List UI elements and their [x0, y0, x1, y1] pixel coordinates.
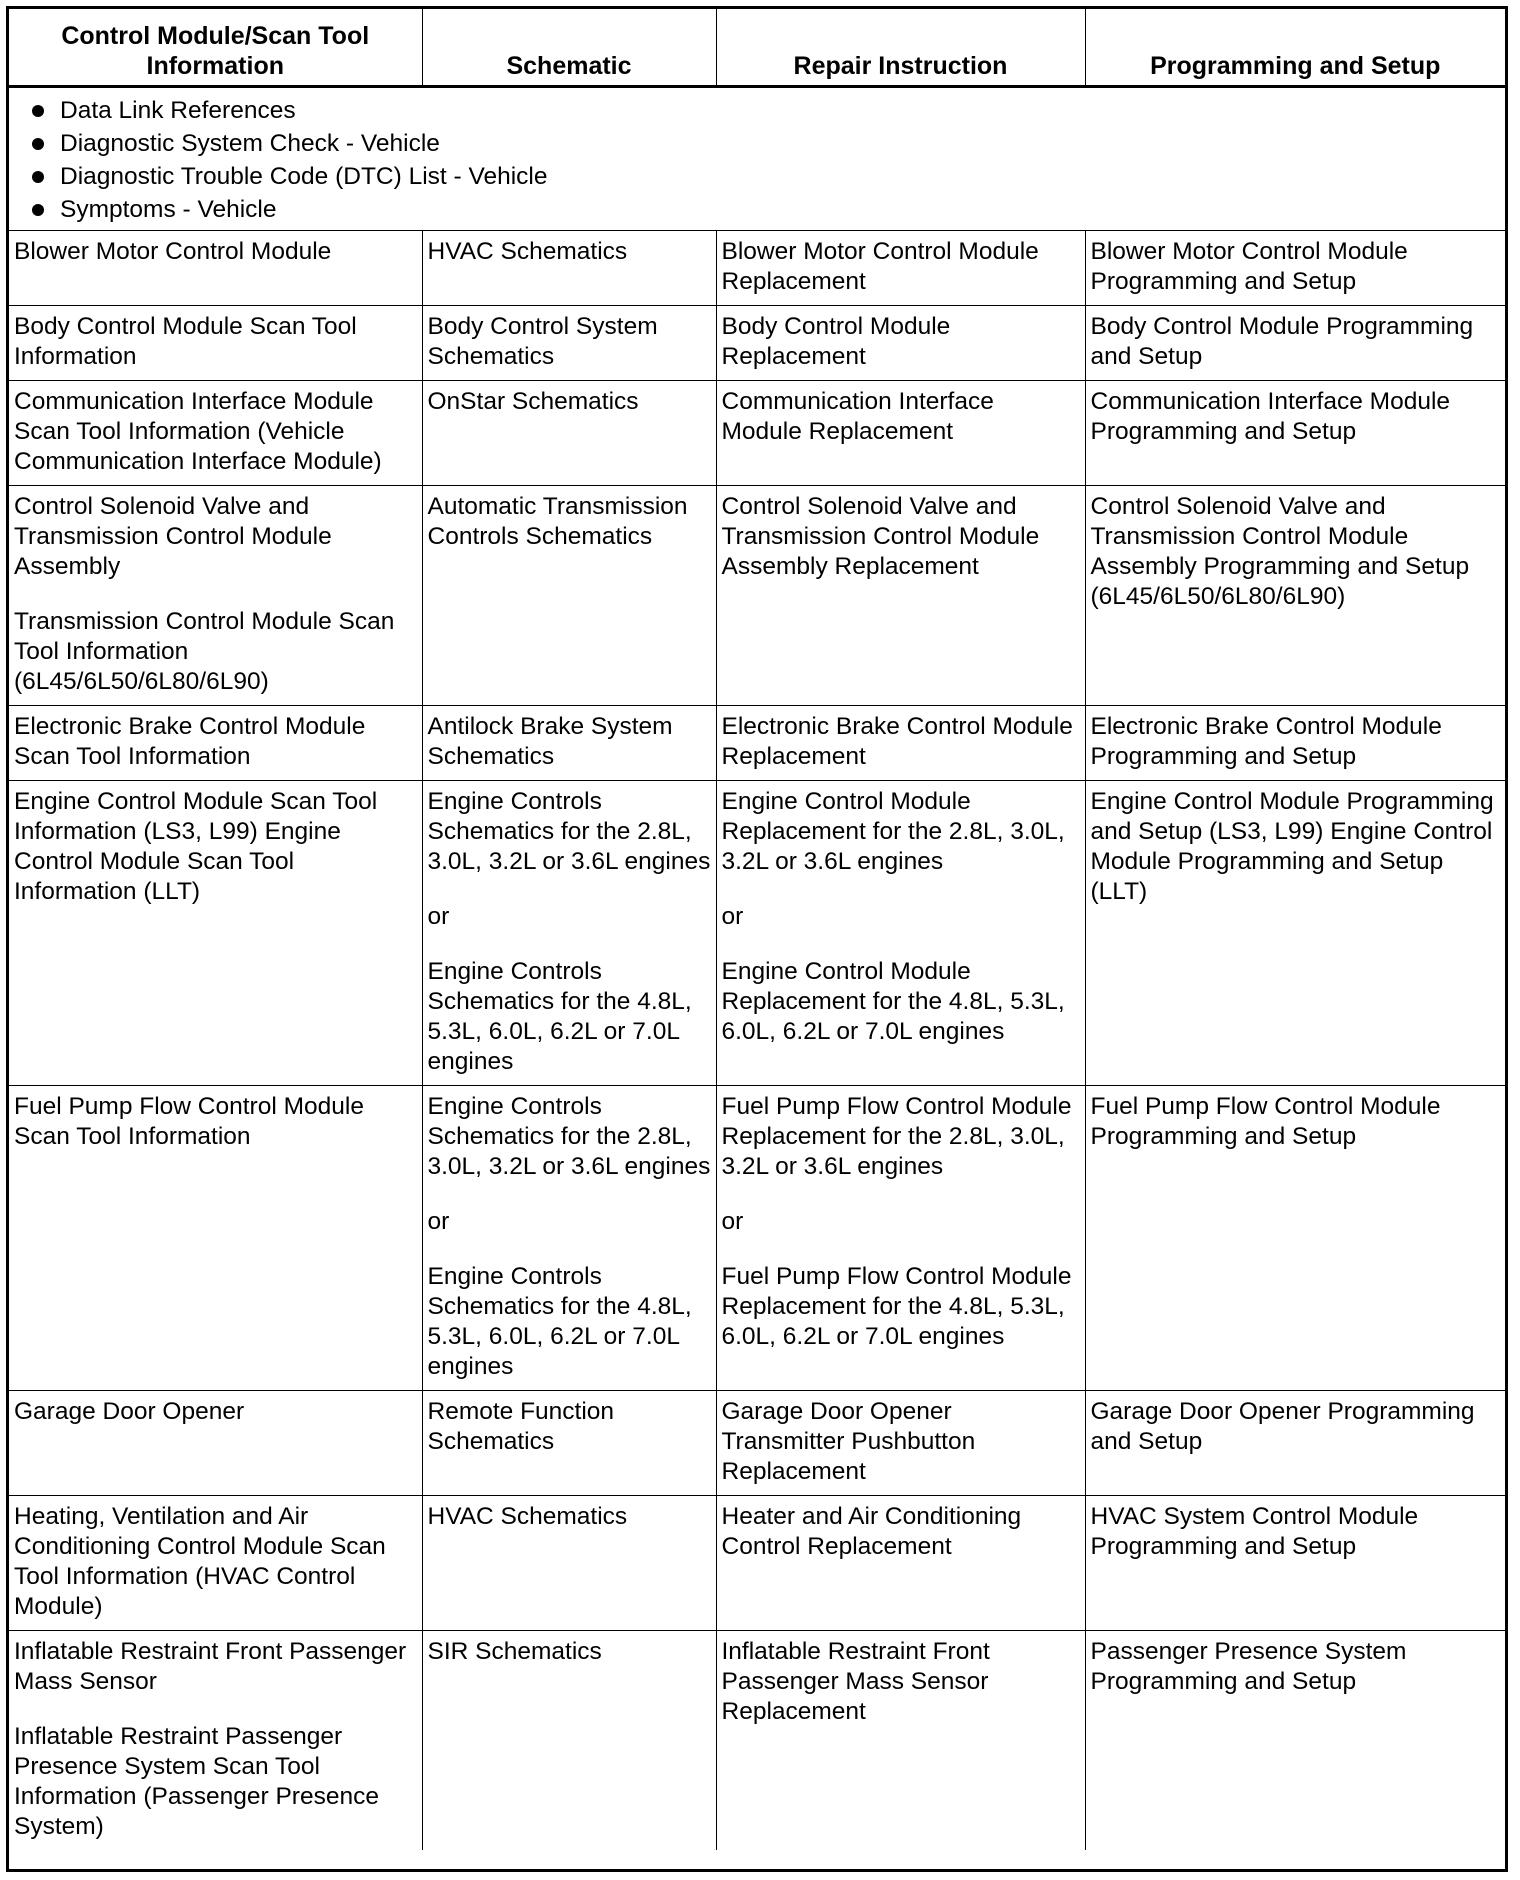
cell-text[interactable]: Inflatable Restraint Front Passenger Mass Sensor	[14, 1638, 407, 1695]
programming-setup-cell	[1085, 781, 1505, 1086]
paragraph-gap	[722, 932, 1081, 957]
schematic-cell	[422, 781, 716, 1086]
schematic-cell	[422, 306, 716, 381]
schematic-cell	[422, 1631, 716, 1851]
repair-instruction-cell	[716, 1391, 1085, 1496]
schematic-cell	[422, 1496, 716, 1631]
paragraph-gap	[14, 582, 418, 607]
cell-text[interactable]: Body Control Module Replacement	[721, 313, 951, 370]
cell-text[interactable]: Heater and Air Conditioning Control Replacement	[721, 1503, 1022, 1560]
cell-text[interactable]: Body Control Module Programming and Setup	[1090, 313, 1474, 370]
cell-text[interactable]: Fuel Pump Flow Control Module Replacement for the 2.8L, 3.0L, 3.2L or 3.6L engines	[721, 1093, 1072, 1180]
paragraph-gap	[428, 1237, 712, 1262]
table-row	[9, 1086, 1505, 1391]
module-info-cell	[9, 1391, 422, 1496]
reference-links-list	[14, 94, 1501, 226]
paragraph-gap	[722, 1237, 1081, 1262]
cell-text[interactable]: Passenger Presence System Programming and Setup	[1090, 1638, 1407, 1695]
schematic-cell	[422, 486, 716, 706]
module-info-cell	[9, 781, 422, 1086]
cell-text[interactable]: Heating, Ventilation and Air Conditioning Control Module Scan Tool Information (HVAC Control Module)	[14, 1503, 386, 1620]
schematic-cell	[422, 706, 716, 781]
bullet-icon	[32, 105, 44, 117]
module-info-cell	[9, 231, 422, 306]
cell-text[interactable]: Blower Motor Control Module	[14, 238, 332, 265]
repair-instruction-cell	[716, 1631, 1085, 1851]
module-info-cell	[9, 486, 422, 706]
cell-text[interactable]: Transmission Control Module Scan Tool Information (6L45/6L50/6L80/6L90)	[14, 608, 395, 695]
reference-link-label: Diagnostic Trouble Code (DTC) List - Vehicle	[60, 163, 548, 190]
repair-instruction-cell	[716, 1496, 1085, 1631]
table-row	[9, 486, 1505, 706]
cell-text[interactable]: HVAC System Control Module Programming and Setup	[1090, 1503, 1419, 1560]
cell-text[interactable]: Engine Controls Schematics for the 2.8L, 3.0L, 3.2L or 3.6L engines	[427, 1093, 711, 1180]
cell-text[interactable]: Engine Control Module Programming and Setup (LS3, L99) Engine Control Module Programming and Setup (LLT)	[1090, 788, 1494, 905]
paragraph-gap	[14, 1697, 418, 1722]
paragraph-gap	[428, 877, 712, 902]
cell-text[interactable]: SIR Schematics	[427, 1638, 602, 1665]
reference-link-item[interactable]	[32, 193, 1501, 226]
cell-text[interactable]: Blower Motor Control Module Programming and Setup	[1090, 238, 1408, 295]
reference-link-item[interactable]	[32, 160, 1501, 193]
alternative-separator: or	[427, 1208, 450, 1235]
table-row	[9, 1391, 1505, 1496]
cell-text[interactable]: Engine Control Module Replacement for the 4.8L, 5.3L, 6.0L, 6.2L or 7.0L engines	[721, 958, 1065, 1045]
repair-instruction-cell	[716, 381, 1085, 486]
module-info-cell	[9, 1631, 422, 1851]
cell-text[interactable]: Remote Function Schematics	[427, 1398, 615, 1455]
bullet-icon	[32, 171, 44, 183]
cell-text[interactable]: Garage Door Opener	[14, 1398, 245, 1425]
references-row	[9, 87, 1505, 231]
table-row	[9, 1496, 1505, 1631]
repair-instruction-cell	[716, 1086, 1085, 1391]
cell-text[interactable]: Engine Controls Schematics for the 2.8L, 3.0L, 3.2L or 3.6L engines	[427, 788, 711, 875]
references-cell	[9, 87, 1505, 231]
bullet-icon	[32, 204, 44, 216]
table-header-row	[9, 9, 1505, 87]
reference-table-page	[6, 6, 1508, 1872]
programming-setup-cell	[1085, 706, 1505, 781]
table-row	[9, 1631, 1505, 1851]
cell-text[interactable]: Blower Motor Control Module Replacement	[721, 238, 1039, 295]
cell-text[interactable]: Control Solenoid Valve and Transmission Control Module Assembly Programming and Setup (6L45/6L50/6L80/6L90)	[1090, 493, 1470, 610]
programming-setup-cell	[1085, 486, 1505, 706]
cell-text[interactable]: Engine Control Module Scan Tool Information (LS3, L99) Engine Control Module Scan Tool Information (LLT)	[14, 788, 378, 905]
module-info-cell	[9, 1496, 422, 1631]
cell-text[interactable]: Control Solenoid Valve and Transmission Control Module Assembly	[14, 493, 332, 580]
reference-link-label: Diagnostic System Check - Vehicle	[60, 130, 440, 157]
cell-text[interactable]: Inflatable Restraint Front Passenger Mass Sensor Replacement	[721, 1638, 990, 1725]
table-row	[9, 781, 1505, 1086]
programming-setup-cell	[1085, 1086, 1505, 1391]
reference-link-item[interactable]	[32, 127, 1501, 160]
table-row	[9, 381, 1505, 486]
repair-instruction-cell	[716, 706, 1085, 781]
table-row	[9, 706, 1505, 781]
cell-text[interactable]: Control Solenoid Valve and Transmission Control Module Assembly Replacement	[721, 493, 1040, 580]
cell-text[interactable]: Body Control System Schematics	[427, 313, 658, 370]
repair-instruction-cell	[716, 306, 1085, 381]
repair-instruction-cell	[716, 486, 1085, 706]
control-module-reference-table	[9, 9, 1505, 1850]
cell-text[interactable]: Electronic Brake Control Module Replacement	[721, 713, 1073, 770]
reference-link-label: Symptoms - Vehicle	[60, 196, 277, 223]
cell-text[interactable]: Garage Door Opener Programming and Setup	[1090, 1398, 1475, 1455]
cell-text[interactable]: Fuel Pump Flow Control Module Scan Tool Information	[14, 1093, 364, 1150]
paragraph-gap	[722, 1182, 1081, 1207]
paragraph-gap	[722, 877, 1081, 902]
schematic-cell	[422, 1086, 716, 1391]
cell-text[interactable]: Engine Controls Schematics for the 4.8L, 5.3L, 6.0L, 6.2L or 7.0L engines	[427, 958, 692, 1075]
cell-text[interactable]: Antilock Brake System Schematics	[427, 713, 673, 770]
cell-text[interactable]: OnStar Schematics	[427, 388, 639, 415]
alternative-separator: or	[721, 903, 744, 930]
cell-text[interactable]: Engine Controls Schematics for the 4.8L, 5.3L, 6.0L, 6.2L or 7.0L engines	[427, 1263, 692, 1380]
programming-setup-cell	[1085, 381, 1505, 486]
cell-text[interactable]: Communication Interface Module Replacement	[721, 388, 994, 445]
programming-setup-cell	[1085, 1496, 1505, 1631]
cell-text[interactable]: Automatic Transmission Controls Schematics	[427, 493, 688, 550]
table-row	[9, 231, 1505, 306]
programming-setup-cell	[1085, 1631, 1505, 1851]
repair-instruction-cell	[716, 781, 1085, 1086]
module-info-cell	[9, 706, 422, 781]
paragraph-gap	[428, 1182, 712, 1207]
reference-link-item[interactable]	[32, 94, 1501, 127]
module-info-cell	[9, 306, 422, 381]
cell-text[interactable]: Fuel Pump Flow Control Module Replacement for the 4.8L, 5.3L, 6.0L, 6.2L or 7.0L engines	[721, 1263, 1072, 1350]
reference-link-label: Data Link References	[60, 97, 296, 124]
programming-setup-cell	[1085, 306, 1505, 381]
bullet-icon	[32, 138, 44, 150]
programming-setup-cell	[1085, 231, 1505, 306]
alternative-separator: or	[427, 903, 450, 930]
cell-text[interactable]: HVAC Schematics	[427, 1503, 628, 1530]
cell-text[interactable]: Communication Interface Module Programming and Setup	[1090, 388, 1451, 445]
cell-text[interactable]: Engine Control Module Replacement for the 2.8L, 3.0L, 3.2L or 3.6L engines	[721, 788, 1065, 875]
cell-text[interactable]: Fuel Pump Flow Control Module Programming and Setup	[1090, 1093, 1441, 1150]
header-programming-setup: Programming and Setup	[1085, 9, 1505, 87]
schematic-cell	[422, 231, 716, 306]
paragraph-gap	[428, 932, 712, 957]
cell-text[interactable]: Inflatable Restraint Passenger Presence System Scan Tool Information (Passenger Presence System)	[14, 1723, 379, 1840]
alternative-separator: or	[721, 1208, 744, 1235]
module-info-cell	[9, 381, 422, 486]
repair-instruction-cell	[716, 231, 1085, 306]
cell-text[interactable]: Electronic Brake Control Module Scan Tool Information	[14, 713, 366, 770]
cell-text[interactable]: Electronic Brake Control Module Programming and Setup	[1090, 713, 1442, 770]
cell-text[interactable]: Communication Interface Module Scan Tool Information (Vehicle Communication Interface Module)	[14, 388, 382, 475]
programming-setup-cell	[1085, 1391, 1505, 1496]
schematic-cell	[422, 1391, 716, 1496]
header-schematic: Schematic	[422, 9, 716, 87]
cell-text[interactable]: Body Control Module Scan Tool Information	[14, 313, 357, 370]
schematic-cell	[422, 381, 716, 486]
module-info-cell	[9, 1086, 422, 1391]
table-row	[9, 306, 1505, 381]
header-repair-instruction: Repair Instruction	[716, 9, 1085, 87]
header-module-info: Control Module/Scan Tool Information	[9, 9, 422, 87]
cell-text[interactable]: HVAC Schematics	[427, 238, 628, 265]
cell-text[interactable]: Garage Door Opener Transmitter Pushbutton Replacement	[721, 1398, 976, 1485]
